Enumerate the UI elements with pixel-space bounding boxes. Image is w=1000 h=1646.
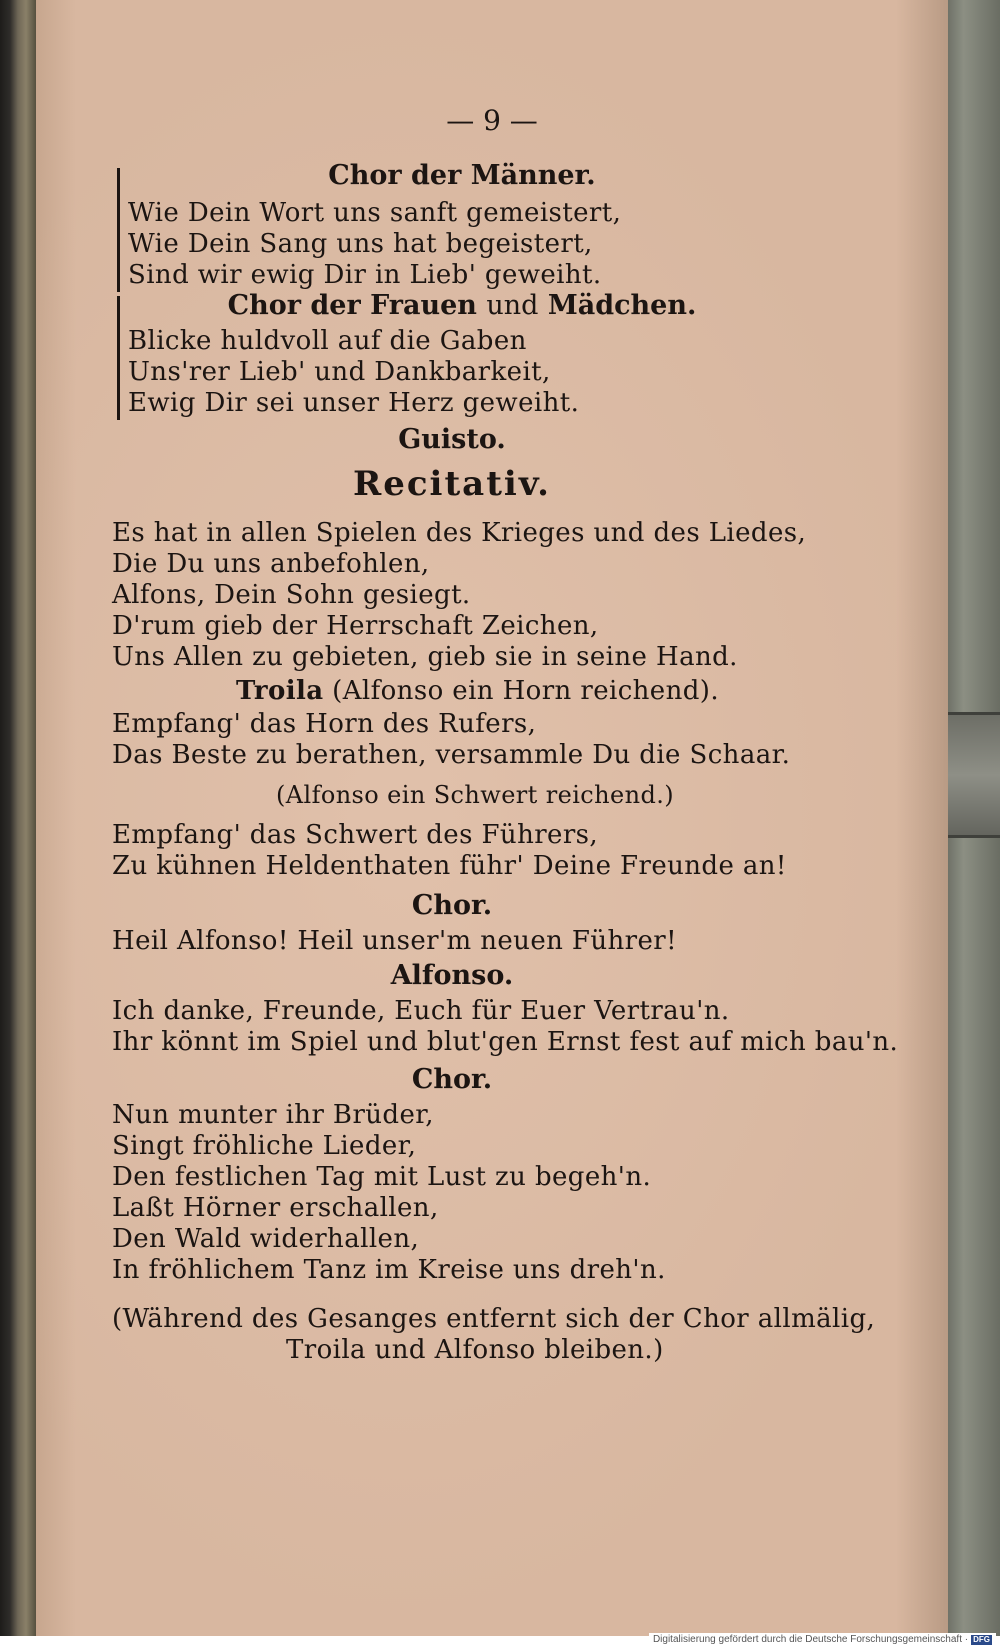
verse-line: Das Beste zu berathen, versammle Du die Schaar. (112, 740, 791, 770)
page-number: — 9 — (446, 104, 538, 137)
verse-line: Laßt Hörner erschallen, (112, 1193, 439, 1223)
verse-line: Ihr könnt im Spiel und blut'gen Ernst fest auf mich bau'n. (112, 1027, 899, 1057)
speaker-troila (236, 676, 719, 706)
verse-line: D'rum gieb der Herrschaft Zeichen, (112, 611, 599, 641)
verse-line: In fröhlichem Tanz im Kreise uns dreh'n. (112, 1255, 666, 1285)
heading-guisto: Guisto. (398, 424, 506, 455)
dfg-logo: DFG (973, 1635, 990, 1644)
verse-line: Ewig Dir sei unser Herz geweiht. (128, 388, 580, 418)
heading-part: Chor der Frauen (227, 290, 477, 321)
verse-line: Uns Allen zu gebieten, gieb sie in seine Hand. (112, 642, 738, 672)
stage-direction: (Alfonso ein Horn reichend). (332, 676, 719, 706)
credit-text: Digitalisierung gefördert durch die Deutsche Forschungsgemeinschaft · (652, 1634, 969, 1645)
verse-line: Alfons, Dein Sohn gesiegt. (112, 580, 471, 610)
verse-line: Den festlichen Tag mit Lust zu begeh'n. (112, 1162, 652, 1192)
verse-line: Zu kühnen Heldenthaten führ' Deine Freunde an! (112, 851, 787, 881)
verse-line: Es hat in allen Spielen des Krieges und des Liedes, (112, 518, 807, 548)
speaker-name: Troila (236, 676, 324, 706)
verse-line: Ich danke, Freunde, Euch für Euer Vertrau'n. (112, 996, 730, 1026)
verse-line: Uns'rer Lieb' und Dankbarkeit, (128, 357, 551, 387)
verse-line: Blicke huldvoll auf die Gaben (128, 326, 527, 356)
stage-direction: (Alfonso ein Schwert reichend.) (276, 781, 675, 809)
heading-chor: Chor. (411, 1064, 493, 1095)
heading-chor-frauen (6, 290, 918, 322)
heading-part: und (486, 290, 539, 321)
book-page (36, 0, 948, 1636)
verse-line: Heil Alfonso! Heil unser'm neuen Führer! (112, 926, 677, 956)
verse-line: Empfang' das Schwert des Führers, (112, 820, 599, 850)
verse-line: Die Du uns anbefohlen, (112, 549, 430, 579)
heading-recitativ: Recitativ. (352, 464, 552, 504)
heading-alfonso: Alfonso. (390, 960, 514, 991)
stage-direction: Troila und Alfonso bleiben.) (286, 1335, 664, 1365)
digitization-credit (649, 1633, 996, 1646)
stage-direction: (Während des Gesanges entfernt sich der Chor allmälig, (112, 1304, 876, 1334)
verse-line: Wie Dein Wort uns sanft gemeistert, (128, 198, 622, 228)
heading-part: Mädchen. (547, 290, 697, 321)
heading-chor-maenner: Chor der Männer. (328, 160, 596, 191)
verse-line: Nun munter ihr Brüder, (112, 1100, 434, 1130)
verse-line: Singt fröhliche Lieder, (112, 1131, 417, 1161)
verse-line: Empfang' das Horn des Rufers, (112, 709, 537, 739)
verse-line: Wie Dein Sang uns hat begeistert, (128, 229, 593, 259)
verse-line: Sind wir ewig Dir in Lieb' geweiht. (128, 260, 602, 290)
verse-line: Den Wald widerhallen, (112, 1224, 420, 1254)
heading-chor: Chor. (411, 890, 493, 921)
book-binding-left (0, 0, 36, 1646)
